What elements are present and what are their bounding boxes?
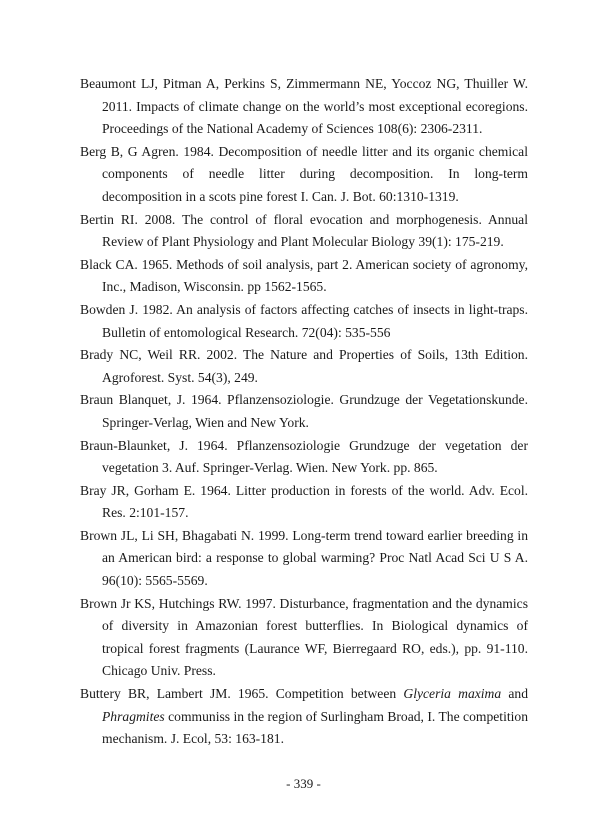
reference-entry: Bowden J. 1982. An analysis of factors affecting catches of insects in light-traps. Bulletin of entomological Research. 72(04): 535-556: [80, 301, 528, 340]
genus-name-italic: Phragmites: [102, 708, 165, 724]
reference-entry: Black CA. 1965. Methods of soil analysis, part 2. American society of agronomy, Inc., Madison, Wisconsin. pp 1562-1565.: [80, 256, 528, 295]
reference-entry: Braun Blanquet, J. 1964. Pflanzensoziologie. Grundzuge der Vegetationskunde. Springer-Verlag, Wien and New York.: [80, 392, 528, 430]
reference-entry: Beaumont LJ, Pitman A, Perkins S, Zimmermann NE, Yoccoz NG, Thuiller W. 2011. Impacts of climate change on the world’s most exceptional ecoregions. Proceedings of the National Academy of Sciences 108(6): 2306-2311.: [80, 76, 528, 137]
page-number: - 339 -: [286, 776, 321, 791]
reference-entry: Brady NC, Weil RR. 2002. The Nature and Properties of Soils, 13th Edition. Agroforest. Syst. 54(3), 249.: [80, 347, 528, 385]
reference-entry: Brown Jr KS, Hutchings RW. 1997. Disturbance, fragmentation and the dynamics of diversity in Amazonian forest butterflies. In Biological dynamics of tropical forest fragments (Laurance WF, Bierregaard RO, eds.), pp. 91-110. Chicago Univ. Press.: [80, 595, 528, 679]
reference-entry: Brown JL, Li SH, Bhagabati N. 1999. Long-term trend toward earlier breeding in an American bird: a response to global warming? Proc Natl Acad Sci U S A. 96(10): 5565-5569.: [80, 527, 528, 589]
reference-entry: Bray JR, Gorham E. 1964. Litter production in forests of the world. Adv. Ecol. Res. 2:101-157.: [80, 482, 528, 521]
reference-entry: Bertin RI. 2008. The control of floral evocation and morphogenesis. Annual Review of Plant Physiology and Plant Molecular Biology 39(1): 175-219.: [80, 211, 528, 250]
reference-text: and: [501, 686, 528, 702]
reference-list: [80, 73, 528, 751]
species-name-italic: Glyceria maxima: [403, 686, 502, 702]
reference-entry: Berg B, G Agren. 1984. Decomposition of needle litter and its organic chemical components of needle litter during decomposition. In long-term decomposition in a scots pine forest I. Can. J. Bot. 60:1310-1319.: [80, 143, 528, 204]
reference-text: communiss in the region of Surlingham Broad, I. The competition mechanism. J. Ecol, 53: 163-181.: [102, 708, 528, 747]
reference-text: Buttery BR, Lambert JM. 1965. Competition between: [80, 686, 404, 702]
reference-entry: Braun-Blaunket, J. 1964. Pflanzensoziologie Grundzuge der vegetation der vegetation 3. Auf. Springer-Verlag. Wien. New York. pp. 865.: [80, 437, 528, 476]
reference-entry: [80, 683, 528, 751]
